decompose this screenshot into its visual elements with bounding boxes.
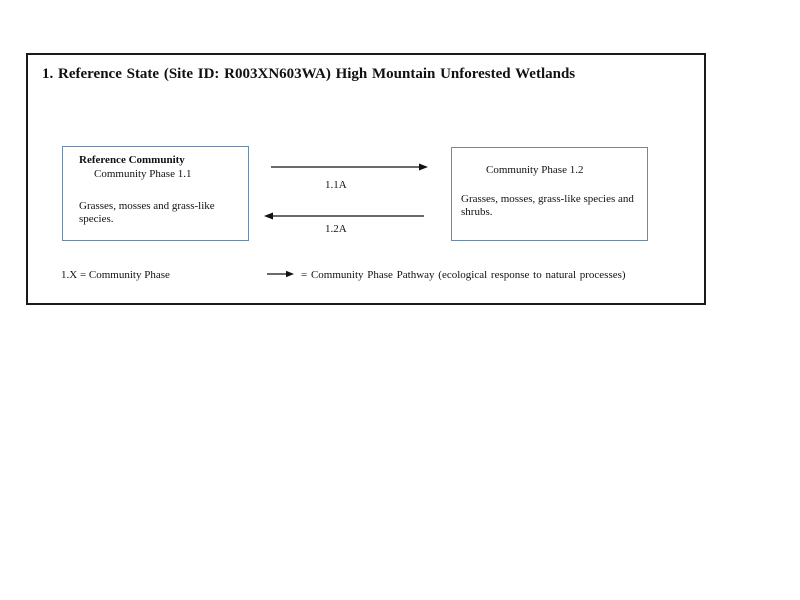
forward-arrow-icon	[271, 164, 428, 171]
backward-arrow-icon	[264, 213, 424, 220]
phase-1-1-description: Grasses, mosses and grass-like species.	[79, 200, 215, 225]
legend-community-phase: 1.X = Community Phase	[61, 269, 170, 281]
state-title: 1. Reference State (Site ID: R003XN603WA) High Mountain Unforested Wetlands	[42, 66, 576, 82]
phase-1-2-label: Community Phase 1.2	[486, 164, 584, 176]
phase-1-1-label: Community Phase 1.1	[94, 168, 192, 180]
legend-pathway: = Community Phase Pathway (ecological response to natural processes)	[301, 269, 626, 281]
phase-1-2-description: Grasses, mosses, grass-like species and shrubs.	[461, 193, 634, 218]
reference-community-heading: Reference Community	[79, 154, 185, 166]
pathway-1-1a-label: 1.1A	[325, 179, 347, 191]
legend-arrow-icon	[267, 271, 294, 277]
pathway-1-2a-label: 1.2A	[325, 223, 347, 235]
